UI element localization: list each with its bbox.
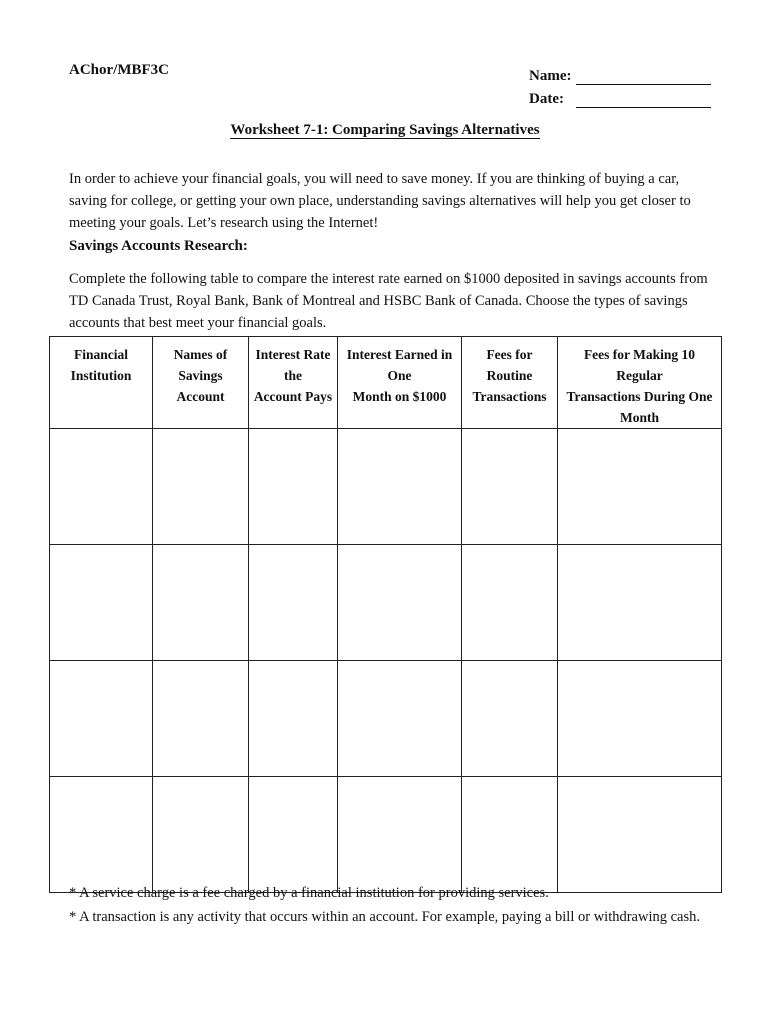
cell-input[interactable]: [50, 429, 152, 544]
name-date-block: [529, 62, 711, 108]
table-row: [50, 429, 722, 545]
column-header-interest-rate: [249, 337, 338, 429]
cell-input[interactable]: [338, 429, 461, 544]
table-cell[interactable]: [558, 777, 722, 893]
column-header-line: Transactions During One Month: [566, 389, 713, 425]
table-cell[interactable]: [462, 777, 558, 893]
table-cell[interactable]: [153, 429, 249, 545]
date-field[interactable]: [576, 92, 711, 108]
cell-input[interactable]: [558, 661, 721, 776]
cell-input[interactable]: [338, 661, 461, 776]
cell-input[interactable]: [338, 545, 461, 660]
column-header-line: Names of Savings: [173, 347, 228, 383]
section-heading: Savings Accounts Research:: [69, 238, 248, 254]
cell-input[interactable]: [153, 429, 248, 544]
cell-input[interactable]: [50, 661, 152, 776]
footnote-transaction: * A transaction is any activity that occurs within an account. For example, paying a bill or withdrawing cash.: [69, 909, 700, 925]
cell-input[interactable]: [50, 545, 152, 660]
column-header-line: Fees for Routine: [486, 347, 533, 383]
table-header-row: [50, 337, 722, 429]
column-header-line: Interest Earned in One: [346, 347, 453, 383]
column-header-line: Fees for Making 10 Regular: [583, 347, 696, 383]
table-cell[interactable]: [153, 545, 249, 661]
cell-input[interactable]: [462, 429, 557, 544]
date-row: [529, 85, 711, 108]
cell-input[interactable]: [50, 777, 152, 892]
table-row: [50, 777, 722, 893]
cell-input[interactable]: [558, 545, 721, 660]
column-header-account-name: [153, 337, 249, 429]
cell-input[interactable]: [462, 545, 557, 660]
intro-paragraph: In order to achieve your financial goals, you will need to save money. If you are thinking of buying a car, saving for college, or getting your own place, understanding savings alternatives will help you get closer to meeting your goals. Let’s research using the Internet!: [69, 171, 691, 231]
cell-input[interactable]: [338, 777, 461, 892]
name-row: [529, 62, 711, 85]
table-cell[interactable]: [50, 661, 153, 777]
cell-input[interactable]: [153, 545, 248, 660]
table-cell[interactable]: [249, 429, 338, 545]
cell-input[interactable]: [249, 545, 337, 660]
cell-input[interactable]: [249, 661, 337, 776]
column-header-ten-transactions-fees: [558, 337, 722, 429]
instructions-paragraph: Complete the following table to compare the interest rate earned on $1000 deposited in savings accounts from TD Canada Trust, Royal Bank, Bank of Montreal and HSBC Bank of Canada. Choose the types of savings accounts that best meet your financial goals.: [69, 271, 708, 331]
column-header-institution: [50, 337, 153, 429]
cell-input[interactable]: [153, 661, 248, 776]
cell-input[interactable]: [462, 777, 557, 892]
cell-input[interactable]: [249, 777, 337, 892]
name-field[interactable]: [576, 69, 711, 85]
table-cell[interactable]: [50, 777, 153, 893]
column-header-line: Account: [176, 389, 225, 404]
footnote-service-charge: * A service charge is a fee charged by a financial institution for providing services.: [69, 885, 549, 901]
table-cell[interactable]: [462, 545, 558, 661]
name-label: Name:: [529, 68, 572, 84]
worksheet-title-wrap: [0, 122, 770, 139]
column-header-line: Month on $1000: [352, 389, 447, 404]
cell-input[interactable]: [558, 429, 721, 544]
table-cell[interactable]: [249, 545, 338, 661]
cell-input[interactable]: [462, 661, 557, 776]
column-header-line: Interest Rate the: [255, 347, 331, 383]
table-cell[interactable]: [558, 661, 722, 777]
table-cell[interactable]: [153, 661, 249, 777]
column-header-line: Account Pays: [253, 389, 333, 404]
table-cell[interactable]: [338, 777, 462, 893]
table-cell[interactable]: [153, 777, 249, 893]
table-cell[interactable]: [558, 429, 722, 545]
savings-comparison-table: [49, 336, 722, 893]
column-header-line: Institution: [70, 368, 132, 383]
date-label: Date:: [529, 91, 564, 107]
table-row: [50, 661, 722, 777]
cell-input[interactable]: [558, 777, 721, 892]
column-header-line: Financial: [73, 347, 128, 362]
course-code: AChor/MBF3C: [69, 62, 169, 78]
table-cell[interactable]: [338, 661, 462, 777]
cell-input[interactable]: [249, 429, 337, 544]
table-cell[interactable]: [249, 661, 338, 777]
column-header-routine-fees: [462, 337, 558, 429]
table-row: [50, 545, 722, 661]
table-cell[interactable]: [462, 429, 558, 545]
table-cell[interactable]: [50, 545, 153, 661]
column-header-interest-earned: [338, 337, 462, 429]
table-cell[interactable]: [338, 429, 462, 545]
table-cell[interactable]: [249, 777, 338, 893]
footnotes: [69, 881, 700, 929]
table-cell[interactable]: [462, 661, 558, 777]
table-cell[interactable]: [338, 545, 462, 661]
table-cell[interactable]: [558, 545, 722, 661]
table-cell[interactable]: [50, 429, 153, 545]
column-header-line: Transactions: [472, 389, 547, 404]
cell-input[interactable]: [153, 777, 248, 892]
worksheet-title: Worksheet 7-1: Comparing Savings Alternatives: [230, 122, 540, 138]
